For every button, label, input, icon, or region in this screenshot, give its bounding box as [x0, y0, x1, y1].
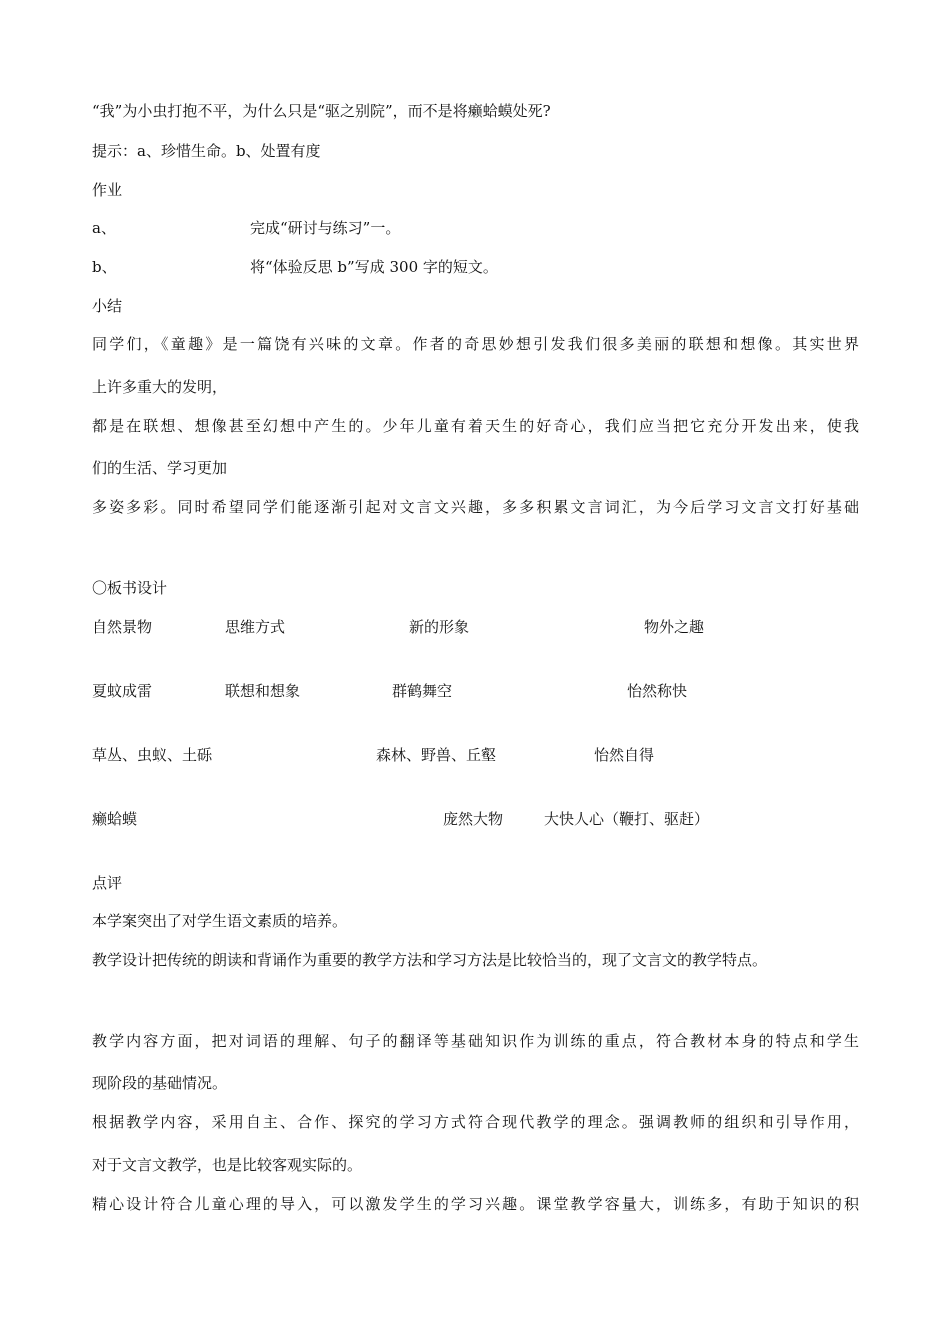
homework-heading: 作业: [92, 181, 123, 199]
summary-line-4: 们的生活、学习更加: [92, 459, 228, 477]
hint-line: 提示：a、珍惜生命。b、处置有度: [92, 142, 321, 160]
review-line-2: 教学设计把传统的朗读和背诵作为重要的教学方法和学习方法是比较恰当的，现了文言文的教学特点。: [92, 951, 768, 969]
board-heading: 〇板书设计: [92, 579, 168, 597]
board-cell: 草丛、虫蚁、土砾: [92, 746, 213, 764]
board-cell: 怡然自得: [594, 746, 655, 764]
board-cell: 夏蚊成雷: [92, 682, 153, 700]
board-cell: 庞然大物: [443, 810, 504, 828]
review-heading: 点评: [92, 874, 123, 892]
board-cell: 群鹤舞空: [392, 682, 453, 700]
homework-item-b-marker: b、: [92, 258, 117, 276]
board-cell: 怡然称快: [627, 682, 688, 700]
review-line-7: 精心设计符合儿童心理的导入，可以激发学生的学习兴趣。课堂教学容量大，训练多，有助于知识的积: [92, 1195, 859, 1213]
board-cell: 思维方式: [225, 618, 286, 636]
board-cell: 大快人心（鞭打、驱赶）: [544, 810, 710, 828]
board-cell: 新的形象: [409, 618, 470, 636]
review-line-3: 教学内容方面，把对词语的理解、句子的翻译等基础知识作为训练的重点，符合教材本身的特点和学生: [92, 1032, 859, 1050]
summary-heading: 小结: [92, 297, 123, 315]
summary-line-5: 多姿多彩。同时希望同学们能逐渐引起对文言文兴趣，多多积累文言词汇，为今后学习文言文打好基础: [92, 498, 859, 516]
board-cell: 癞蛤蟆: [92, 810, 138, 828]
homework-item-b-text: 将“体验反思 b”写成 300 字的短文。: [250, 258, 498, 276]
review-line-1: 本学案突出了对学生语文素质的培养。: [92, 912, 348, 930]
board-cell: 物外之趣: [644, 618, 705, 636]
summary-line-3: 都是在联想、想像甚至幻想中产生的。少年儿童有着天生的好奇心，我们应当把它充分开发出来，使我: [92, 417, 859, 435]
homework-item-a-marker: a、: [92, 219, 116, 237]
question-line: “我”为小虫打抱不平，为什么只是“驱之别院”，而不是将癞蛤蟆处死?: [92, 102, 551, 120]
summary-line-2: 上许多重大的发明，: [92, 378, 228, 396]
board-cell: 森林、野兽、丘壑: [376, 746, 497, 764]
review-line-5: 根据教学内容，采用自主、合作、探究的学习方式符合现代教学的理念。强调教师的组织和引导作用，: [92, 1113, 859, 1131]
board-cell: 联想和想象: [225, 682, 301, 700]
review-line-4: 现阶段的基础情况。: [92, 1074, 228, 1092]
homework-item-a-text: 完成“研讨与练习”一。: [250, 219, 401, 237]
board-cell: 自然景物: [92, 618, 153, 636]
summary-line-1: 同学们，《童趣》是一篇饶有兴味的文章。作者的奇思妙想引发我们很多美丽的联想和想像。其实世界: [92, 335, 859, 353]
review-line-6: 对于文言文教学，也是比较客观实际的。: [92, 1156, 363, 1174]
